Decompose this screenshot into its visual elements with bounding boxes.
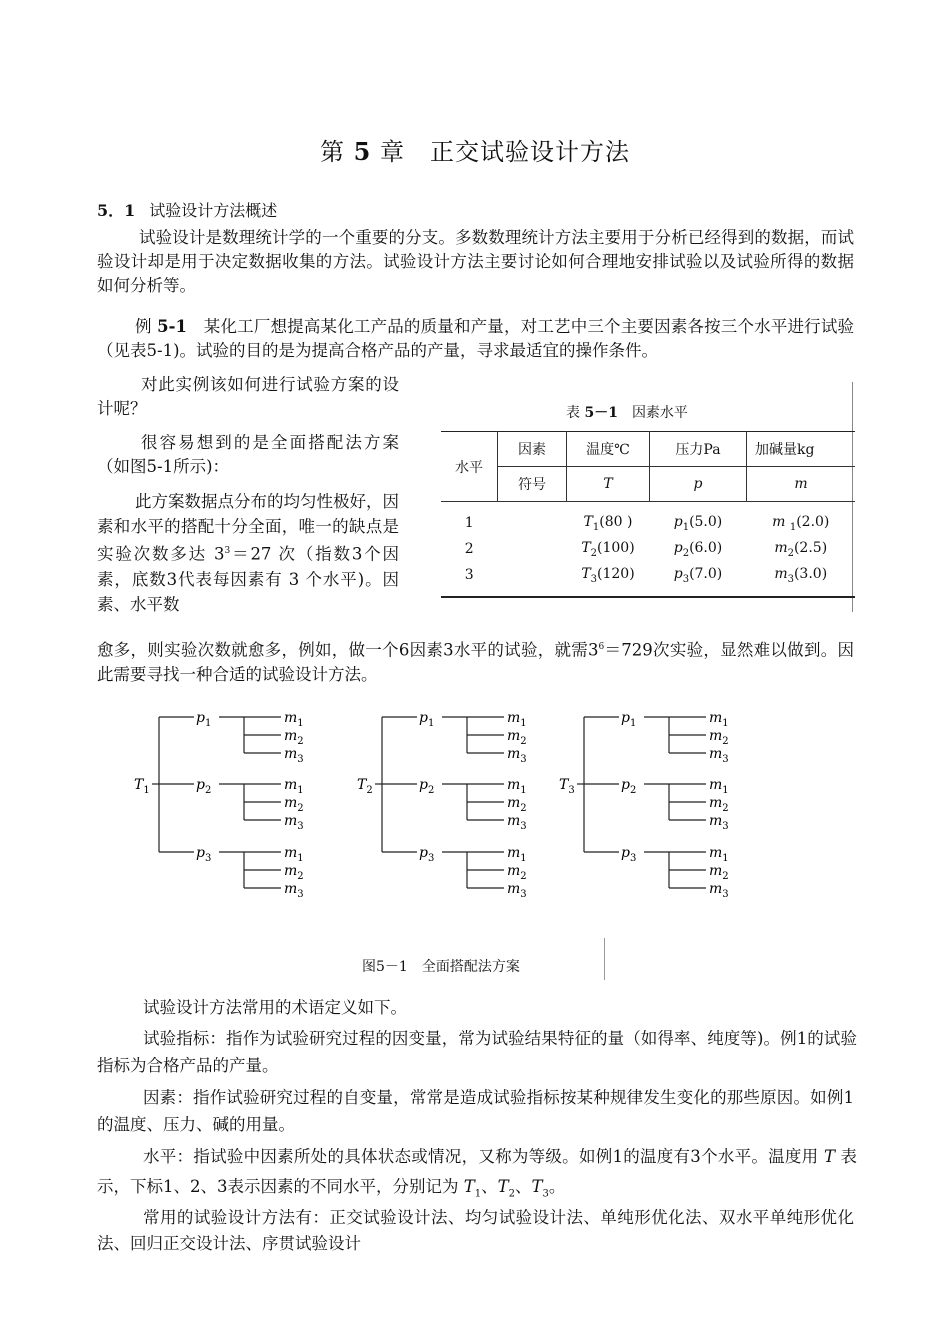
leaf-node-label: $m_1$ [507, 710, 527, 729]
mid-node-label: $p_1$ [621, 710, 637, 729]
tree-root-label: $T_3$ [559, 777, 575, 796]
cell-T: $T_1(80$ ) [583, 513, 633, 533]
leaf-node-label: $m_3$ [507, 881, 527, 900]
left-paragraph-1: 对此实例该如何进行试验方案的设计呢？ [97, 375, 399, 418]
leaf-node-label: $m_2$ [284, 728, 304, 747]
cell-m: $m_3(3.0)$ [747, 562, 856, 597]
chapter-title: 第 5 章 正交试验设计方法 [320, 137, 630, 166]
mid-node-label: $p_3$ [196, 845, 212, 864]
leaf-node-label: $m_3$ [507, 746, 527, 765]
leaf-node-label: $m_3$ [709, 813, 729, 832]
leaf-node-label: $m_3$ [284, 881, 304, 900]
tree-root-label: $T_2$ [357, 777, 373, 796]
leaf-node-label: $m_2$ [507, 795, 527, 814]
leaf-node-label: $m_1$ [284, 845, 304, 864]
leaf-node-label: $m_1$ [507, 777, 527, 796]
symbol-T: T [567, 467, 650, 502]
leaf-node-label: $m_3$ [284, 813, 304, 832]
factor-level-table [441, 431, 855, 598]
section-number: 5．1 [97, 201, 136, 220]
section-title: 试验设计方法概述 [149, 201, 278, 220]
row-level: 2 [464, 541, 474, 557]
symbol-m: m [747, 467, 856, 502]
term-level: 水平：指试验中因素所处的具体状态或情况，又称为等级。如例1的温度有3个水平。温度用 T 表示，下标1、2、3表示因素的不同水平，分别记为 $T_1$、$T_2$、$T_3$。 [97, 1147, 857, 1200]
leaf-node-label: $m_1$ [709, 845, 729, 864]
leaf-node-label: $m_1$ [709, 777, 729, 796]
example-paragraph: 例 5-1 某化工厂想提高某化工产品的质量和产量，对工艺中三个主要因素各按三个水平进行试验（见表5-1)。试验的目的是为提高合格产品的产量，寻求最适宜的操作条件。 [97, 317, 855, 360]
leaf-node-label: $m_1$ [284, 777, 304, 796]
combination-tree-figure [0, 690, 950, 940]
leaf-node-label: $m_3$ [709, 881, 729, 900]
leaf-node-label: $m_2$ [709, 795, 729, 814]
col-pressure: 压力Pa [650, 432, 747, 467]
left-paragraph-3: 此方案数据点分布的均匀性极好，因素和水平的搭配十分全面，唯一的缺点是实验次数多达 $3^3=27$ 次（指数3个因素，底数3代表每因素有 3 个水平)。因素、水平数 [97, 492, 399, 614]
leaf-node-label: $m_1$ [284, 710, 304, 729]
col-temp: 温度℃ [567, 432, 650, 467]
leaf-node-label: $m_1$ [507, 845, 527, 864]
cell-p: $p_2(6.0)$ [673, 539, 723, 559]
symbol-p: p [650, 467, 747, 502]
cell-m: m $_1$(2.0) [772, 513, 830, 533]
leaf-node-label: $m_2$ [284, 795, 304, 814]
factor-label: 因素 [498, 432, 567, 467]
term-indicator: 试验指标：指作为试验研究过程的因变量，常为试验结果特征的量（如得率、纯度等)。例1的试验指标为合格产品的产量。 [97, 1029, 857, 1075]
cell-p: $p_3(7.0)$ [650, 562, 747, 597]
paragraph-intro: 试验设计是数理统计学的一个重要的分支。多数数理统计方法主要用于分析已经得到的数据，而试验设计却是用于决定数据收集的方法。试验设计方法主要讨论如何合理地安排试验以及试验所得的数据如何分析等。 [97, 228, 854, 295]
mid-node-label: $p_1$ [419, 710, 435, 729]
row-level: 1 [464, 515, 474, 531]
leaf-node-label: $m_2$ [507, 728, 527, 747]
leaf-node-label: $m_2$ [709, 728, 729, 747]
continuation-paragraph: 愈多，则实验次数就愈多，例如，做一个6因素3水平的试验，就需$3^6=729$次实验，显然难以做到。因此需要寻找一种合适的试验设计方法。 [97, 640, 854, 684]
symbol-label: 符号 [498, 467, 567, 502]
table-caption: 表 5－1 因素水平 [566, 405, 688, 421]
tree-root-label: $T_1$ [134, 777, 150, 796]
mid-node-label: $p_3$ [419, 845, 435, 864]
col-alkali: 加碱量kg [747, 432, 856, 467]
terms-intro: 试验设计方法常用的术语定义如下。 [143, 998, 407, 1017]
mid-node-label: $p_2$ [419, 777, 435, 796]
term-methods: 常用的试验设计方法有：正交试验设计法、均匀试验设计法、单纯形优化法、双水平单纯形优化法、回归正交设计法、序贯试验设计 [97, 1208, 854, 1253]
leaf-node-label: $m_3$ [507, 813, 527, 832]
row-level: 3 [441, 562, 498, 597]
level-header: 水平 [441, 432, 498, 502]
leaf-node-label: $m_1$ [709, 710, 729, 729]
leaf-node-label: $m_2$ [709, 863, 729, 882]
leaf-node-label: $m_3$ [709, 746, 729, 765]
cell-T: $T_2(100)$ [581, 539, 635, 559]
cell-m: $m_2(2.5)$ [774, 539, 828, 559]
leaf-node-label: $m_3$ [284, 746, 304, 765]
mid-node-label: $p_1$ [196, 710, 212, 729]
leaf-node-label: $m_2$ [284, 863, 304, 882]
section-heading [97, 198, 277, 221]
left-paragraph-2: 很容易想到的是全面搭配法方案（如图5-1所示)： [97, 433, 399, 476]
leaf-node-label: $m_2$ [507, 863, 527, 882]
figure-caption: 图5－1 全面搭配法方案 [362, 959, 520, 975]
cell-p: $p_1(5.0)$ [673, 513, 723, 533]
cell-T: $T_3(120)$ [567, 562, 650, 597]
mid-node-label: $p_3$ [621, 845, 637, 864]
term-factor: 因素：指作试验研究过程的自变量，常常是造成试验指标按某种规律发生变化的那些原因。如例1的温度、压力、碱的用量。 [97, 1088, 854, 1134]
mid-node-label: $p_2$ [621, 777, 637, 796]
figure-edge-line [604, 938, 605, 980]
mid-node-label: $p_2$ [196, 777, 212, 796]
